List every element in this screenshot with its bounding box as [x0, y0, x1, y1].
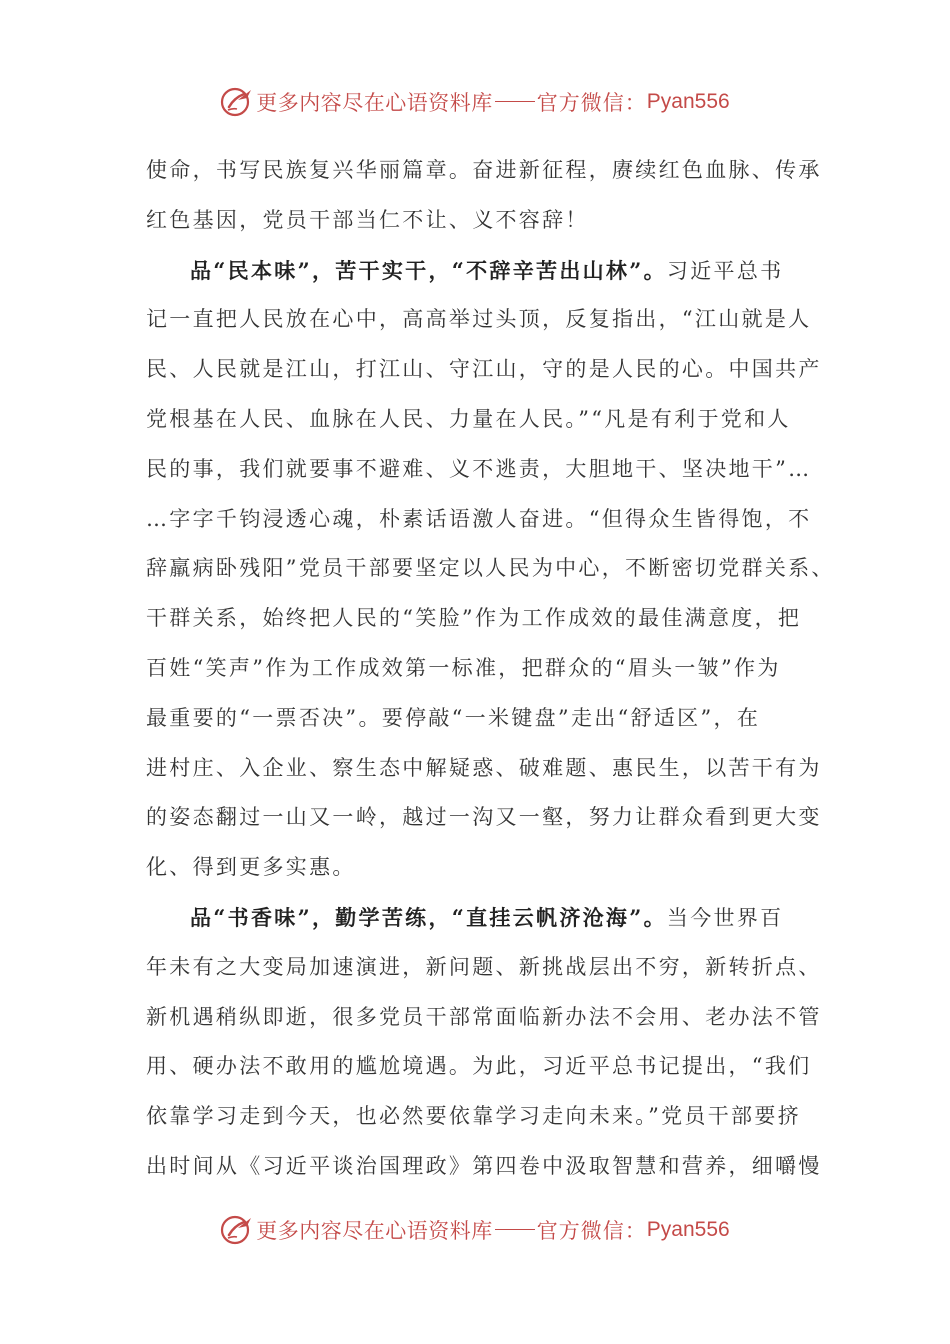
banner-separator: [495, 101, 535, 102]
pen-logo-icon: [220, 85, 254, 119]
line-text: 新机遇稍纵即逝，很多党员干部常面临新办法不会用、老办法不管: [146, 1004, 822, 1029]
line-text: 依靠学习走到今天，也必然要依靠学习走向未来。”党员干部要挤: [146, 1104, 801, 1129]
body-line: [146, 1092, 808, 1142]
line-text: 进村庄、入企业、察生态中解疑惑、破难题、惠民生，以苦干有为: [146, 755, 822, 780]
line-text: 当今世界百: [666, 905, 784, 930]
header-banner: [0, 82, 950, 122]
line-text: 民的事，我们就要事不避难、义不逃责，大胆地干、坚决地干”…: [146, 456, 812, 481]
pen-logo-icon: [220, 1213, 254, 1247]
paragraph-heading-line: [146, 246, 808, 296]
body-line: [146, 196, 808, 246]
body-line: [146, 843, 808, 893]
line-text: 民、人民就是江山，打江山、守江山，守的是人民的心。中国共产: [146, 357, 822, 382]
banner-main-text: 更多内容尽在心语资料库: [256, 91, 493, 115]
line-text: 干群关系，始终把人民的“笑脸”作为工作成效的最佳满意度，把: [146, 606, 802, 631]
line-text: 用、硬办法不敢用的尴尬境遇。为此，习近平总书记提出，“我们: [146, 1054, 812, 1079]
line-text: 百姓“笑声”作为工作成效第一标准，把群众的“眉头一皱”作为: [146, 655, 781, 680]
line-text: 辞羸病卧残阳”党员干部要坚定以人民为中心，不断密切党群关系、: [146, 556, 835, 581]
paragraph-heading: 品“书香味”，勤学苦练，“直挂云帆济沧海”。: [190, 904, 667, 930]
line-text: 习近平总书: [666, 258, 784, 283]
line-text: 党根基在人民、血脉在人民、力量在人民。”“凡是有利于党和人: [146, 406, 791, 431]
body-line: [146, 694, 808, 744]
line-text: 最重要的“一票否决”。要停敲“一米键盘”走出“舒适区”，在: [146, 705, 761, 730]
line-text: 年未有之大变局加速演进，新问题、新挑战层出不穷，新转折点、: [146, 954, 822, 979]
body-line: [146, 744, 822, 794]
line-text: 使命，书写民族复兴华丽篇章。奋进新征程，赓续红色血脉、传承: [146, 158, 822, 182]
body-line: [146, 495, 812, 545]
line-text: 化、得到更多实惠。: [146, 855, 356, 880]
body-line: [146, 295, 812, 345]
document-body: [146, 146, 835, 1192]
paragraph-heading: 品“民本味”，苦干实干，“不辞辛苦出山林”。: [190, 257, 667, 283]
body-line: [146, 395, 808, 445]
body-line: [146, 345, 822, 395]
line-text: 记一直把人民放在心中，高高举过头顶，反复指出，“江山就是人: [146, 307, 812, 332]
body-line: [146, 943, 822, 993]
line-text: 的姿态翻过一山又一岭，越过一沟又一壑，努力让群众看到更大变: [146, 805, 822, 830]
line-text: …字字千钧浸透心魂，朴素话语激人奋进。“但得众生皆得饱，不: [146, 506, 812, 531]
paragraph-heading-line: [146, 893, 808, 943]
banner-wechat-label: 官方微信：: [536, 1219, 647, 1243]
banner-wechat-id: Pyan556: [646, 90, 730, 113]
body-line: [146, 993, 822, 1043]
body-line: [146, 1042, 812, 1092]
body-line: [146, 544, 835, 594]
body-line: [146, 793, 822, 843]
body-line: [146, 445, 812, 495]
line-text: 出时间从《习近平谈治国理政》第四卷中汲取智慧和营养，细嚼慢: [146, 1153, 822, 1178]
body-line: [146, 644, 808, 694]
footer-banner: [0, 1210, 950, 1250]
banner-main-text: 更多内容尽在心语资料库: [256, 1219, 493, 1243]
body-line: [146, 146, 822, 196]
body-line: [146, 1142, 822, 1192]
line-text: 红色基因，党员干部当仁不让、义不容辞！: [146, 207, 589, 232]
banner-wechat-label: 官方微信：: [536, 91, 647, 115]
banner-wechat-id: Pyan556: [646, 1218, 730, 1241]
body-line: [146, 594, 808, 644]
banner-separator: [495, 1229, 535, 1230]
